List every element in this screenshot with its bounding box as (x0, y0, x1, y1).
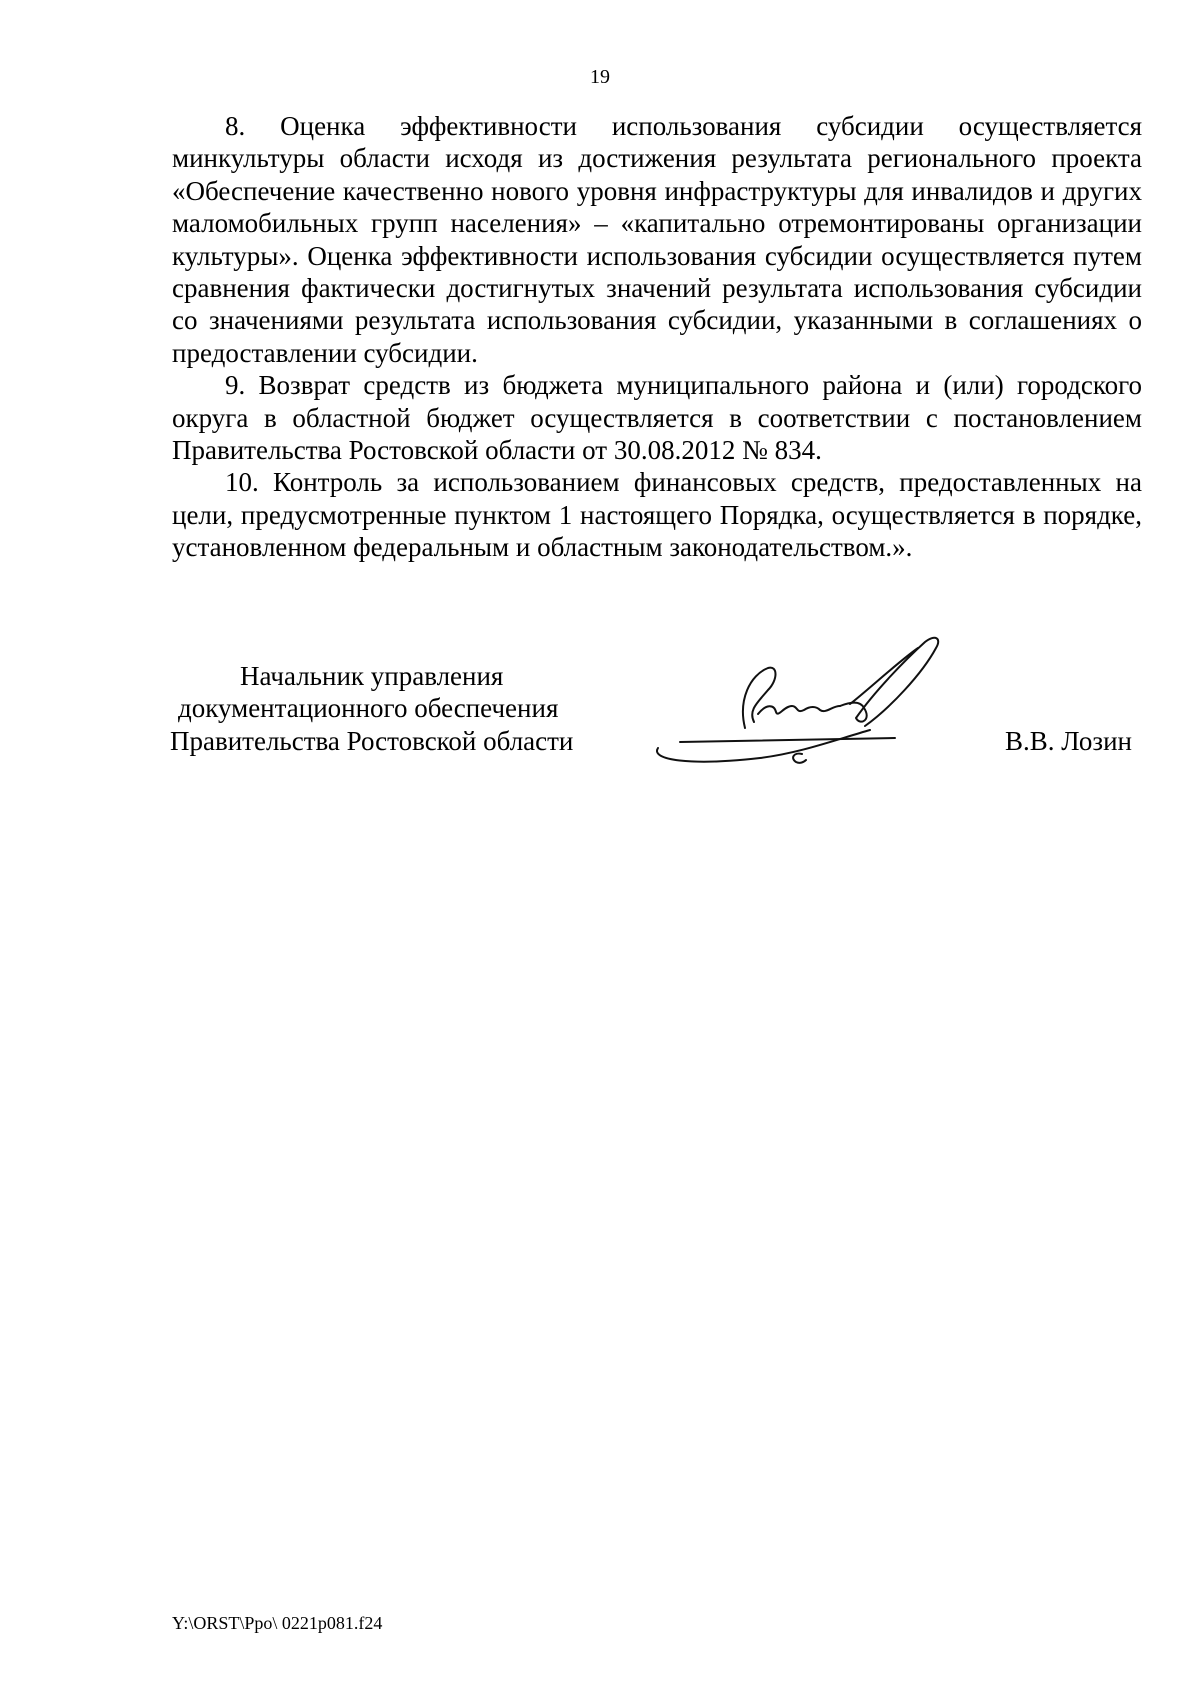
footer-file-path: Y:\ORST\Ppo\ 0221p081.f24 (172, 1613, 383, 1633)
position-line: Начальник управления (240, 661, 504, 691)
paragraph-9: 9. Возврат средств из бюджета муниципального района и (или) городского округа в областной бюджет осуществляется в соответствии с постановлением Правительства Ростовской области от 30.08.2012 № 834. (172, 370, 1142, 466)
paragraph-8: 8. Оценка эффективности использования субсидии осуществляется минкультуры области исходя из достижения результата регионального проекта «Обеспечение качественно нового уровня инфраструктуры для инвалидов и других маломобильных групп населения» – «капитально отремонтированы организации культуры». Оценка эффективности использования субсидии осуществляется путем сравнения фактически достигнутых значений результата использования субсидии со значениями результата использования субсидии, указанными в соглашениях о предоставлении субсидии. (172, 111, 1142, 368)
paragraph-10: 10. Контроль за использованием финансовых средств, предоставленных на цели, предусмотренные пунктом 1 настоящего Порядка, осуществляется в порядке, установленном федеральным и областным законодательством.». (172, 467, 1142, 563)
position-line: документационного обеспечения (178, 693, 559, 724)
signer-name: В.В. Лозин (1005, 726, 1132, 756)
position-line: Правительства Ростовской области (170, 725, 574, 756)
handwritten-signature (650, 630, 980, 780)
page-number: 19 (590, 66, 610, 88)
document-body (172, 110, 1142, 564)
signature-position (170, 660, 610, 757)
